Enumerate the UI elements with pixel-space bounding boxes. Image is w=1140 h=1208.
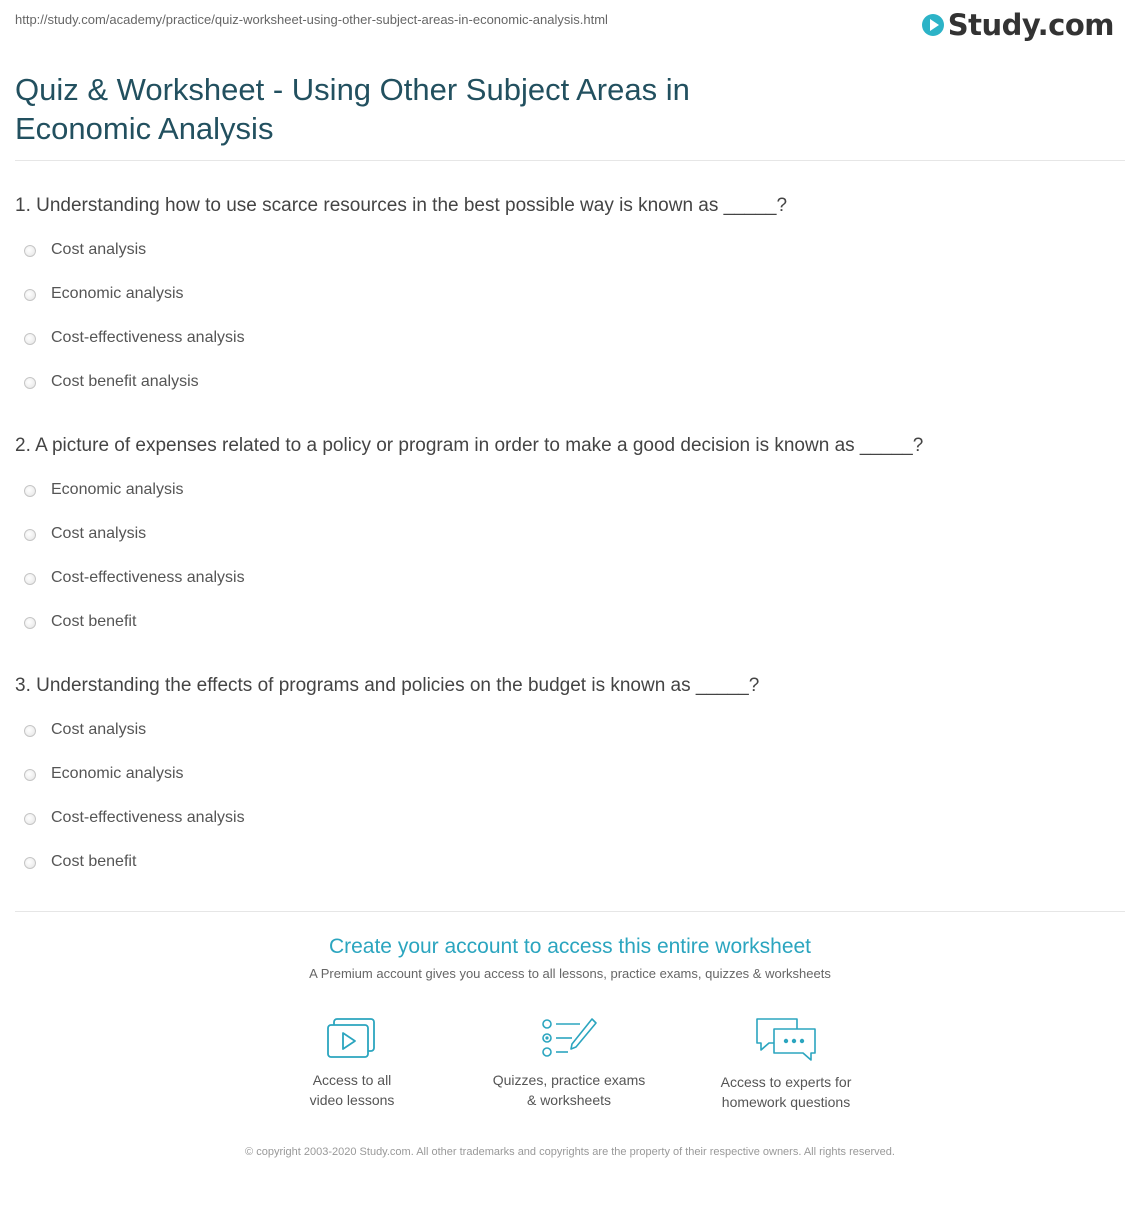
answer-option[interactable]	[15, 720, 1125, 764]
answer-option[interactable]	[15, 524, 1125, 568]
question-text: 2. A picture of expenses related to a policy or program in order to make a good decision is known as _____?	[15, 435, 924, 456]
question-1	[15, 194, 1125, 416]
logo-text: Study.com	[947, 8, 1114, 42]
feature-quizzes	[469, 1016, 669, 1110]
feature-label: Access to experts for homework questions	[720, 1074, 852, 1110]
answer-option[interactable]	[15, 480, 1125, 524]
question-text: 3. Understanding the effects of programs and policies on the budget is known as _____?	[15, 675, 760, 696]
radio-button[interactable]	[24, 377, 36, 389]
option-label: Cost analysis	[51, 241, 147, 258]
option-label: Cost benefit	[51, 613, 137, 630]
study-logo[interactable]	[922, 8, 1114, 42]
option-label: Cost analysis	[51, 525, 147, 542]
feature-list	[0, 1016, 1140, 1126]
feature-label: Access to all video lessons	[309, 1072, 395, 1108]
copyright-notice: © copyright 2003-2020 Study.com. All other trademarks and copyrights are the property of their respective owners. All rights reserved.	[245, 1146, 895, 1158]
option-label: Cost-effectiveness analysis	[51, 569, 245, 586]
option-label: Cost benefit analysis	[51, 373, 199, 390]
feature-video-lessons	[252, 1016, 452, 1110]
answer-option[interactable]	[15, 852, 1125, 896]
radio-button[interactable]	[24, 245, 36, 257]
answer-option[interactable]	[15, 568, 1125, 612]
option-label: Economic analysis	[51, 285, 184, 302]
page-title: Quiz & Worksheet - Using Other Subject Areas in Economic Analysis	[15, 72, 690, 146]
radio-button[interactable]	[24, 813, 36, 825]
option-label: Economic analysis	[51, 481, 184, 498]
radio-button[interactable]	[24, 529, 36, 541]
answer-option[interactable]	[15, 612, 1125, 656]
answer-option[interactable]	[15, 372, 1125, 416]
radio-button[interactable]	[24, 485, 36, 497]
radio-button[interactable]	[24, 573, 36, 585]
option-label: Economic analysis	[51, 765, 184, 782]
divider-bottom	[15, 911, 1125, 912]
answer-option[interactable]	[15, 808, 1125, 852]
option-label: Cost analysis	[51, 721, 147, 738]
divider-top	[15, 160, 1125, 161]
signup-cta	[0, 933, 1140, 981]
cta-subtitle: A Premium account gives you access to all lessons, practice exams, quizzes & worksheets	[309, 966, 831, 981]
radio-button[interactable]	[24, 289, 36, 301]
feature-experts	[686, 1016, 886, 1112]
option-label: Cost benefit	[51, 853, 137, 870]
option-label: Cost-effectiveness analysis	[51, 809, 245, 826]
cta-title-link[interactable]: Create your account to access this entire worksheet	[328, 935, 812, 958]
answer-option[interactable]	[15, 240, 1125, 284]
option-label: Cost-effectiveness analysis	[51, 329, 245, 346]
top-bar	[0, 0, 1140, 50]
question-3	[15, 674, 1125, 896]
feature-label: Quizzes, practice exams & worksheets	[492, 1072, 646, 1108]
page-url[interactable]: http://study.com/academy/practice/quiz-worksheet-using-other-subject-areas-in-economic-analysis.html	[15, 12, 608, 27]
play-logo-icon	[922, 14, 944, 36]
chat-bubbles-icon	[754, 1016, 818, 1062]
radio-button[interactable]	[24, 725, 36, 737]
quiz-checklist-icon	[540, 1016, 598, 1060]
question-2	[15, 434, 1125, 656]
answer-option[interactable]	[15, 328, 1125, 372]
question-text: 1. Understanding how to use scarce resources in the best possible way is known as _____?	[15, 195, 788, 216]
radio-button[interactable]	[24, 857, 36, 869]
video-lessons-icon	[326, 1016, 378, 1060]
answer-option[interactable]	[15, 284, 1125, 328]
answer-option[interactable]	[15, 764, 1125, 808]
radio-button[interactable]	[24, 617, 36, 629]
radio-button[interactable]	[24, 769, 36, 781]
radio-button[interactable]	[24, 333, 36, 345]
